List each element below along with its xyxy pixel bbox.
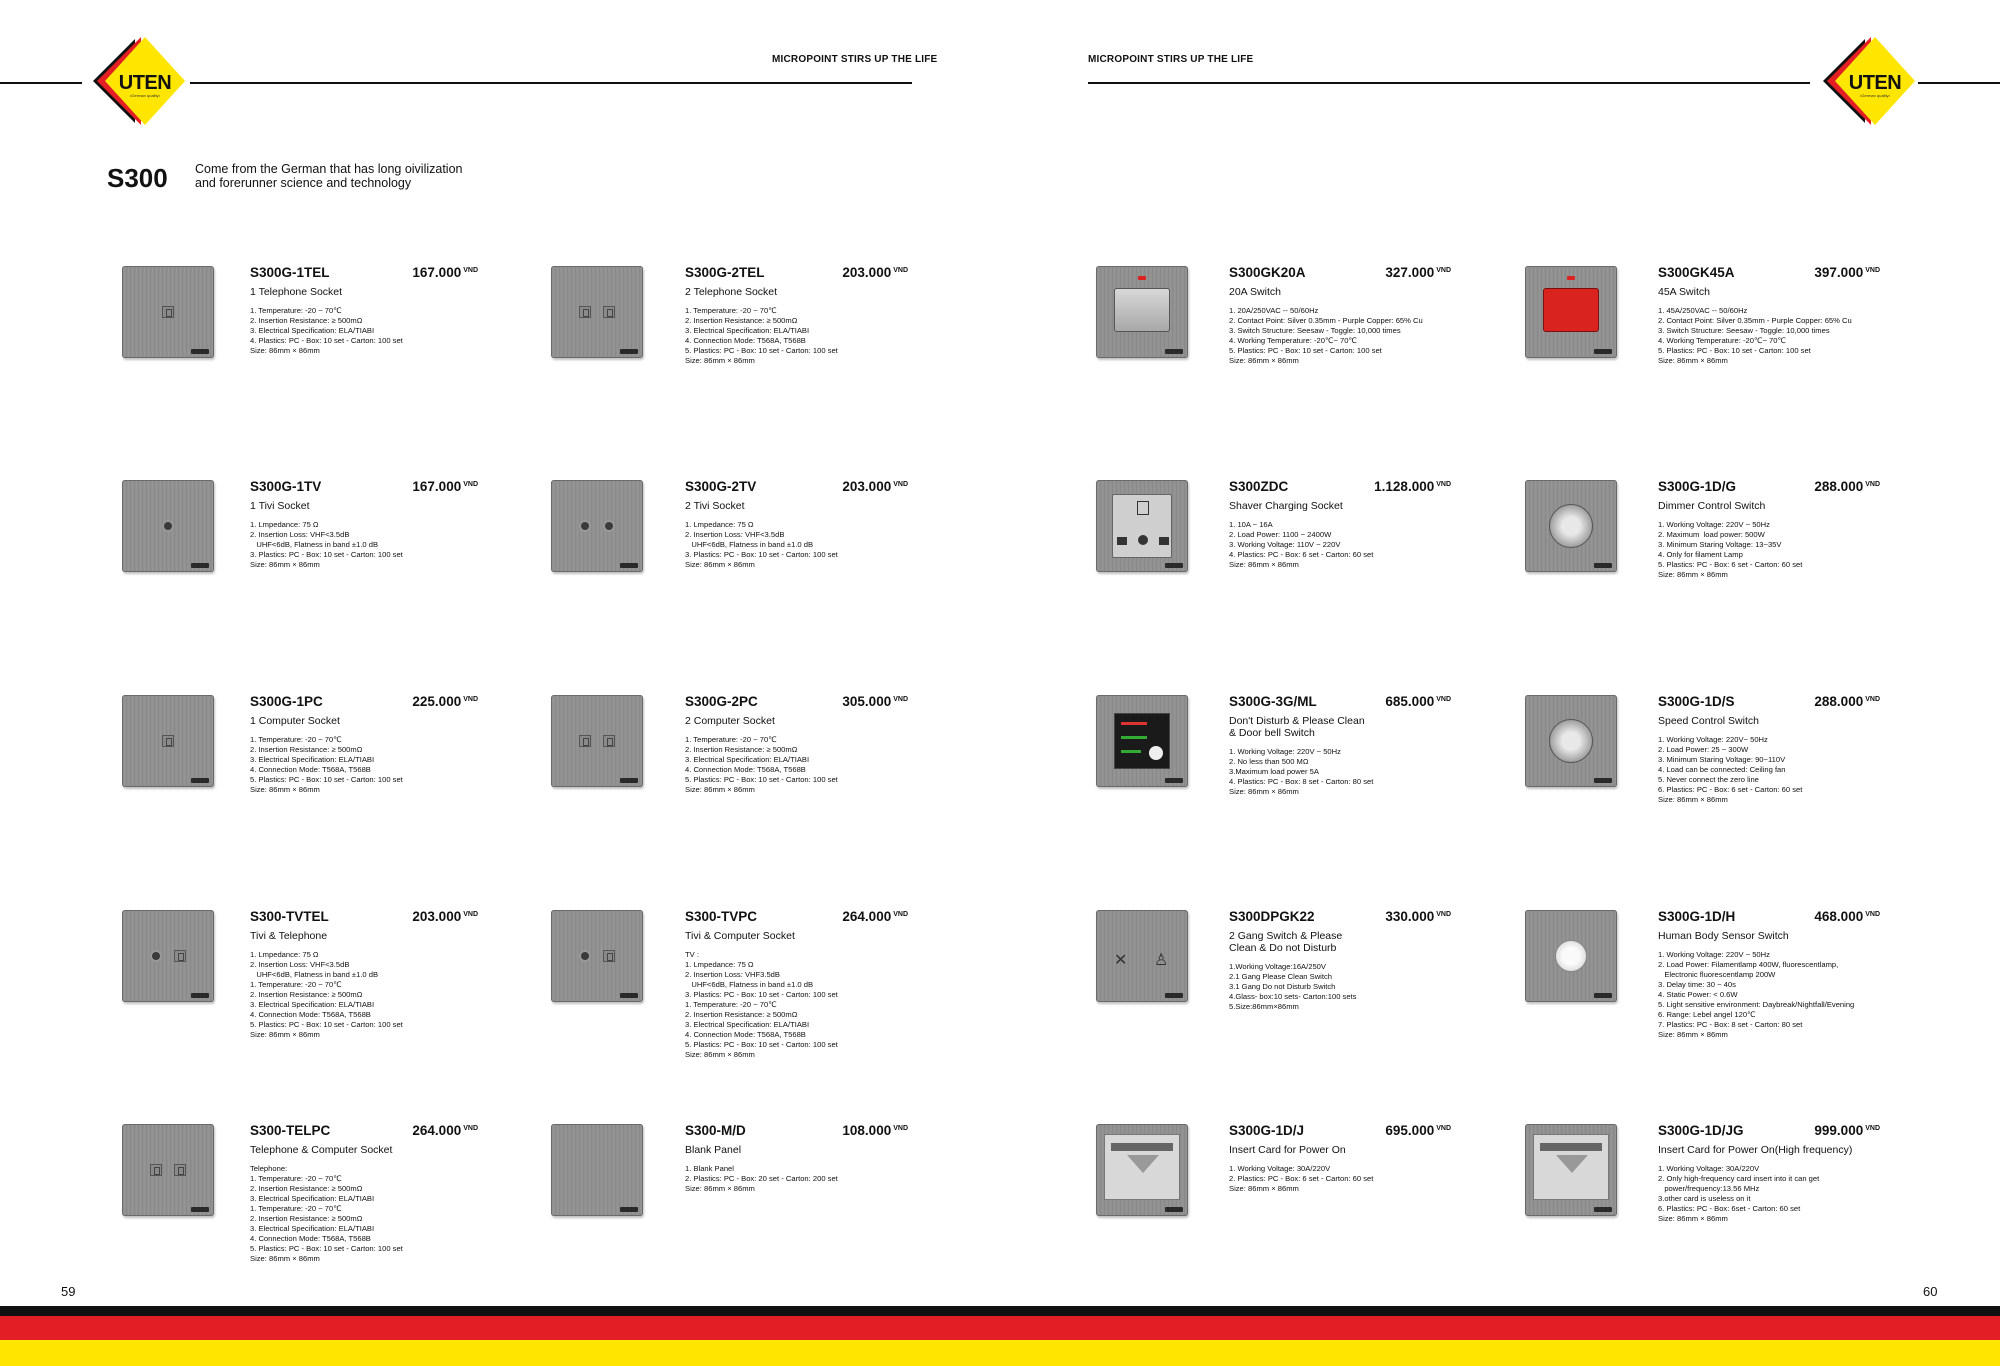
socket-port-icon [162,735,174,747]
socket-port-icon [603,306,615,318]
dimmer-knob-icon [1549,504,1593,548]
product-code: S300G-1D/H [1658,909,1736,924]
product-code: S300G-1TEL [250,265,330,280]
product-name: 1 Computer Socket [250,715,340,727]
dimmer-knob-icon [1549,719,1593,763]
brand-mark-icon [620,778,638,783]
brand-mark-icon [1594,778,1612,783]
currency-label: VND [1436,267,1451,274]
product-price: 264.000 $^{VND}$ [412,1123,478,1138]
tv-coax-icon [579,950,591,962]
stripe-black [0,1306,2000,1316]
product-code: S300G-1TV [250,479,322,494]
currency-label: VND [463,696,478,703]
brand-mark-icon [1594,1207,1612,1212]
product-specs: 1. 45A/250VAC -- 50/60Hz 2. Contact Point: Silver 0.35mm - Purple Copper: 65% Cu 3. Switch Structure: Seesaw - Toggle: 10,000 times 4. Working Temperature: -20℃~ 70℃ 5. Plastics: PC - Box: 10 set - Carton: 100 set Size: 86mm × 86mm [1658,306,1852,365]
product-image [1525,695,1617,787]
card-slot-icon [1104,1134,1180,1200]
product-name: Tivi & Computer Socket [685,930,795,942]
product-specs: 1. Working Voltage: 220V ~ 50Hz 2. No less than 500 MΩ 3.Maximum load power 5A 4. Plastics: PC - Box: 8 set - Carton: 80 set Size: 86mm × 86mm [1229,747,1374,796]
product-price: 264.000 $^{VND}$ [842,909,908,924]
product-name: Speed Control Switch [1658,715,1759,727]
tv-coax-icon [150,950,162,962]
product-price: 1.128.000 $^{VND}$ [1374,479,1451,494]
series-title: S300 [107,163,168,193]
product-specs: 1. Temperature: -20 ~ 70℃ 2. Insertion Resistance: ≥ 500mΩ 3. Electrical Specification: ELA/TIABI 4. Connection Mode: T568A, T568B 5. Plastics: PC - Box: 10 set - Carton: 100 set Size: 86mm × 86mm [685,735,838,794]
product-specs: Telephone: 1. Temperature: -20 ~ 70℃ 2. Insertion Resistance: ≥ 500mΩ 3. Electrical Specification: ELA/TIABI 1. Temperature: -20 ~ 70℃ 2. Insertion Resistance: ≥ 500mΩ 3. Electrical Specification: ELA/TIABI 4. Connection Mode: T568A, T568B 5. Plastics: PC - Box: 10 set - Carton: 100 set Size: 86mm × 86mm [250,1164,403,1263]
product-price: 288.000 $^{VND}$ [1814,479,1880,494]
product-specs: 1. 10A ~ 16A 2. Load Power: 1100 ~ 2400W 3. Working Voltage: 110V ~ 220V 4. Plastics: PC - Box: 6 set - Carton: 60 set Size: 86mm × 86mm [1229,520,1374,569]
rocker-switch-icon [1114,288,1170,332]
uten-logo-left [85,33,185,133]
brand-mark-icon [1594,993,1612,998]
product-code: S300G-1D/JG [1658,1123,1744,1138]
product-price: 685.000 $^{VND}$ [1385,694,1451,709]
currency-label: VND [1436,696,1451,703]
brand-mark-icon [191,349,209,354]
uten-logo-right [1815,33,1915,133]
product-image [551,480,643,572]
page-number-left: 59 [61,1284,76,1299]
dnd-panel-icon [1114,713,1170,769]
product-code: S300G-3G/ML [1229,694,1317,709]
product-image [122,480,214,572]
product-code: S300ZDC [1229,479,1289,494]
product-image [1096,266,1188,358]
product-image [1525,910,1617,1002]
currency-label: VND [1865,267,1880,274]
card-slot-icon [1533,1134,1609,1200]
indicator-led-icon [1138,276,1146,280]
currency-label: VND [463,911,478,918]
tv-coax-icon [603,520,615,532]
product-specs: TV : 1. Lmpedance: 75 Ω 2. Insertion Loss: VHF3.5dB UHF<6dB, Flatness in band ±1.0 dB 3. Plastics: PC - Box: 10 set - Carton: 100 set 1. Temperature: -20 ~ 70℃ 2. Insertion Resistance: ≥ 500mΩ 3. Electrical Specification: ELA/TIABI 4. Connection Mode: T568A, T568B 5. Plastics: PC - Box: 10 set - Carton: 100 set Size: 86mm × 86mm [685,950,838,1059]
product-price: 999.000 $^{VND}$ [1814,1123,1880,1138]
product-name: Tivi & Telephone [250,930,328,942]
product-code: S300DPGK22 [1229,909,1315,924]
series-description: Come from the German that has long oivilization and forerunner science and technology [195,162,463,190]
product-image [551,1124,643,1216]
product-name: 1 Telephone Socket [250,286,343,298]
header-rule-right-b [1918,82,2000,84]
currency-label: VND [1865,1125,1880,1132]
product-name: 20A Switch [1229,286,1281,298]
product-specs: 1. Lmpedance: 75 Ω 2. Insertion Loss: VHF<3.5dB UHF<6dB, Flatness in band ±1.0 dB 1. Temperature: -20 ~ 70℃ 2. Insertion Resistance: ≥ 500mΩ 3. Electrical Specification: ELA/TIABI 4. Connection Mode: T568A, T568B 5. Plastics: PC - Box: 10 set - Carton: 100 set Size: 86mm × 86mm [250,950,403,1039]
product-specs: 1. Temperature: -20 ~ 70℃ 2. Insertion Resistance: ≥ 500mΩ 3. Electrical Specification: ELA/TIABI 4. Connection Mode: T568A, T568B 5. Plastics: PC - Box: 10 set - Carton: 100 set Size: 86mm × 86mm [685,306,838,365]
product-image [1525,266,1617,358]
product-image [1525,480,1617,572]
socket-port-icon [603,735,615,747]
product-code: S300-M/D [685,1123,746,1138]
tv-coax-icon [162,520,174,532]
socket-port-icon [579,306,591,318]
brand-mark-icon [1594,563,1612,568]
stripe-red [0,1316,2000,1340]
product-code: S300G-2TEL [685,265,765,280]
product-name: 2 Computer Socket [685,715,775,727]
product-price: 203.000 $^{VND}$ [412,909,478,924]
logo-text: UTEN [1848,72,1902,94]
brand-mark-icon [191,778,209,783]
product-code: S300G-1D/J [1229,1123,1305,1138]
brand-mark-icon [1165,563,1183,568]
product-code: S300-TVPC [685,909,758,924]
currency-label: VND [893,696,908,703]
product-specs: 1. Temperature: -20 ~ 70℃ 2. Insertion Resistance: ≥ 500mΩ 3. Electrical Specification: ELA/TIABI 4. Plastics: PC - Box: 10 set - Carton: 100 set Size: 86mm × 86mm [250,306,403,355]
currency-label: VND [1865,481,1880,488]
product-code: S300G-2PC [685,694,758,709]
product-image [551,695,643,787]
product-specs: 1. Lmpedance: 75 Ω 2. Insertion Loss: VHF<3.5dB UHF<6dB, Flatness in band ±1.0 dB 3. Plastics: PC - Box: 10 set - Carton: 100 set Size: 86mm × 86mm [685,520,838,569]
shaver-socket-icon [1112,494,1172,558]
currency-label: VND [463,267,478,274]
currency-label: VND [893,911,908,918]
currency-label: VND [1436,911,1451,918]
product-code: S300GK20A [1229,265,1306,280]
product-price: 108.000 $^{VND}$ [842,1123,908,1138]
product-price: 468.000 $^{VND}$ [1814,909,1880,924]
page-number-right: 60 [1923,1284,1938,1299]
product-image [1525,1124,1617,1216]
product-name: 2 Tivi Socket [685,500,745,512]
currency-label: VND [1436,481,1451,488]
product-name: Insert Card for Power On [1229,1144,1346,1156]
product-code: S300-TVTEL [250,909,329,924]
brand-mark-icon [1165,778,1183,783]
socket-port-icon [174,1164,186,1176]
product-price: 327.000 $^{VND}$ [1385,265,1451,280]
currency-label: VND [463,481,478,488]
brand-mark-icon [1165,349,1183,354]
socket-port-icon [162,306,174,318]
product-price: 397.000 $^{VND}$ [1814,265,1880,280]
product-code: S300G-2TV [685,479,757,494]
brand-mark-icon [620,993,638,998]
product-price: 225.000 $^{VND}$ [412,694,478,709]
product-image [122,910,214,1002]
product-image [122,695,214,787]
brand-mark-icon [620,1207,638,1212]
product-specs: 1. Working Voltage: 30A/220V 2. Only high-frequency card insert into it can get power/frequency:13.56 MHz 3.other card is useless on it 6. Plastics: PC - Box: 6set - Carton: 60 set Size: 86mm × 86mm [1658,1164,1820,1223]
product-image [1096,1124,1188,1216]
product-name: 2 Telephone Socket [685,286,778,298]
product-price: 167.000 $^{VND}$ [412,265,478,280]
rocker-switch-icon [1543,288,1599,332]
brand-mark-icon [191,1207,209,1212]
product-price: 330.000 $^{VND}$ [1385,909,1451,924]
product-name: 45A Switch [1658,286,1710,298]
motion-sensor-icon [1555,940,1587,972]
product-specs: 1. Lmpedance: 75 Ω 2. Insertion Loss: VHF<3.5dB UHF<6dB, Flatness in band ±1.0 dB 3. Plastics: PC - Box: 10 set - Carton: 100 set Size: 86mm × 86mm [250,520,403,569]
tv-coax-icon [579,520,591,532]
product-name: Shaver Charging Socket [1229,500,1343,512]
product-image [122,266,214,358]
product-image [1096,910,1188,1002]
product-image [1096,695,1188,787]
indicator-led-icon [1567,276,1575,280]
product-price: 203.000 $^{VND}$ [842,479,908,494]
currency-label: VND [893,481,908,488]
brand-mark-icon [191,993,209,998]
product-name: Don't Disturb & Please Clean & Door bell Switch [1229,715,1365,739]
product-name: 2 Gang Switch & Please Clean & Do not Disturb [1229,930,1343,954]
currency-label: VND [1865,911,1880,918]
brand-mark-icon [620,563,638,568]
logo-sub: •German quality• [130,93,160,98]
header-rule-left-b [190,82,912,84]
header-rule-right-a [1088,82,1810,84]
product-specs: 1. Working Voltage: 30A/220V 2. Plastics: PC - Box: 6 set - Carton: 60 set Size: 86mm × 86mm [1229,1164,1374,1193]
product-code: S300-TELPC [250,1123,331,1138]
product-price: 288.000 $^{VND}$ [1814,694,1880,709]
product-name: Insert Card for Power On(High frequency) [1658,1144,1853,1156]
product-code: S300G-1PC [250,694,323,709]
stripe-yellow [0,1340,2000,1366]
currency-label: VND [463,1125,478,1132]
brand-mark-icon [1165,1207,1183,1212]
brand-mark-icon [191,563,209,568]
product-code: S300G-1D/S [1658,694,1735,709]
brand-mark-icon [1165,993,1183,998]
clean-symbol-icon: ♙ [1154,952,1169,969]
brand-mark-icon [1594,349,1612,354]
dnd-symbol-icon: ✕ [1114,952,1128,969]
currency-label: VND [893,1125,908,1132]
product-specs: 1. 20A/250VAC -- 50/60Hz 2. Contact Point: Silver 0.35mm - Purple Copper: 65% Cu 3. Switch Structure: Seesaw - Toggle: 10,000 times 4. Working Temperature: -20℃~ 70℃ 5. Plastics: PC - Box: 10 set - Carton: 100 set Size: 86mm × 86mm [1229,306,1423,365]
product-specs: 1. Blank Panel 2. Plastics: PC - Box: 20 set - Carton: 200 set Size: 86mm × 86mm [685,1164,838,1193]
product-name: 1 Tivi Socket [250,500,310,512]
product-specs: 1. Working Voltage: 220V ~ 50Hz 2. Load Power: Filamentlamp 400W, fluorescentlamp, Electronic fluorescentlamp 200W 3. Delay time: 30 ~ 40s 4. Static Power: < 0.6W 5. Light sensitive environment: Daybreak/Nightfall/Evening 6. Range: Lebel angel 120℃ 7. Plastics: PC - Box: 8 set - Carton: 80 set Size: 86mm × 86mm [1658,950,1855,1039]
product-specs: 1. Working Voltage: 220V~ 50Hz 2. Load Power: 25 ~ 300W 3. Minimum Staring Voltage: 90~110V 4. Load can be connected: Ceiling fan 5. Never connect the zero line 6. Plastics: PC - Box: 6 set - Carton: 60 set Size: 86mm × 86mm [1658,735,1803,804]
currency-label: VND [1436,1125,1451,1132]
product-code: S300G-1D/G [1658,479,1737,494]
logo-sub: •German quality• [1860,93,1890,98]
socket-port-icon [174,950,186,962]
header-rule-left-a [0,82,82,84]
product-specs: 1. Temperature: -20 ~ 70℃ 2. Insertion Resistance: ≥ 500mΩ 3. Electrical Specification: ELA/TIABI 4. Connection Mode: T568A, T568B 5. Plastics: PC - Box: 10 set - Carton: 100 set Size: 86mm × 86mm [250,735,403,794]
product-price: 695.000 $^{VND}$ [1385,1123,1451,1138]
product-image [122,1124,214,1216]
product-image [1096,480,1188,572]
tagline-left: MICROPOINT STIRS UP THE LIFE [772,54,938,65]
product-price: 203.000 $^{VND}$ [842,265,908,280]
product-code: S300GK45A [1658,265,1735,280]
product-price: 305.000 $^{VND}$ [842,694,908,709]
socket-port-icon [603,950,615,962]
logo-text: UTEN [118,72,172,94]
product-name: Dimmer Control Switch [1658,500,1766,512]
product-name: Telephone & Computer Socket [250,1144,393,1156]
product-image [551,910,643,1002]
currency-label: VND [1865,696,1880,703]
product-name: Human Body Sensor Switch [1658,930,1789,942]
product-name: Blank Panel [685,1144,742,1156]
product-specs: 1. Working Voltage: 220V ~ 50Hz 2. Maximum load power: 500W 3. Minimum Staring Voltage: 13~35V 4. Only for filament Lamp 5. Plastics: PC - Box: 6 set - Carton: 60 set Size: 86mm × 86mm [1658,520,1803,579]
currency-label: VND [893,267,908,274]
socket-port-icon [150,1164,162,1176]
product-image [551,266,643,358]
product-price: 167.000 $^{VND}$ [412,479,478,494]
brand-mark-icon [620,349,638,354]
tagline-right: MICROPOINT STIRS UP THE LIFE [1088,54,1254,65]
socket-port-icon [579,735,591,747]
product-specs: 1.Working Voltage:16A/250V 2.1 Gang Please Clean Switch 3.1 Gang Do not Disturb Switch 4.Glass- box:10 sets- Carton:100 sets 5.Size:86mm×86mm [1229,962,1357,1011]
